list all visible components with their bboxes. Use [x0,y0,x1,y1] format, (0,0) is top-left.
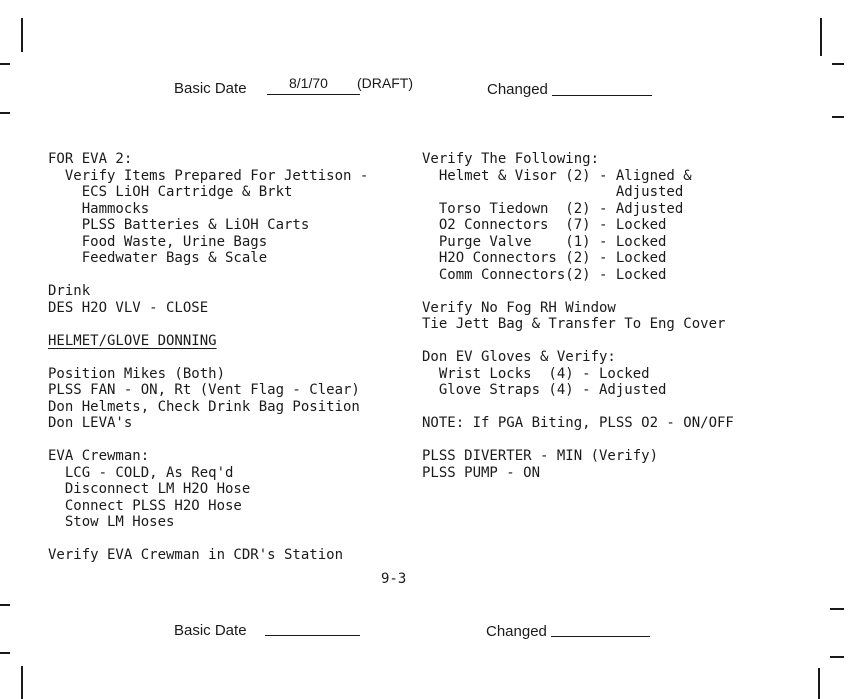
crop-mark-bottom-right-vertical [818,668,820,699]
left-column-line: Verify Items Prepared For Jettison - [48,167,369,184]
left-column-line: PLSS FAN - ON, Rt (Vent Flag - Clear) [48,382,360,398]
left-column-line: Verify EVA Crewman in CDR's Station [48,547,344,563]
header-changed-field [552,76,652,96]
header-basic-date-field [267,75,360,95]
left-column-line: PLSS Batteries & LiOH Carts [48,217,310,233]
crop-mark-right-tick-3 [830,608,844,610]
right-column-line: Verify The Following: [422,151,600,167]
left-column-line [48,531,368,548]
header-changed-label: Changed [487,81,548,98]
crop-mark-left-tick-3 [0,604,10,606]
crop-mark-left-tick-2 [0,112,10,114]
left-column-line [48,432,368,449]
crop-mark-left-tick-4 [0,652,10,654]
crop-mark-left-tick-1 [0,63,10,65]
page-number: 9-3 [381,571,407,587]
footer-basic-date-field [265,618,360,636]
left-column-line: Position Mikes (Both) [48,365,226,382]
left-column-line: ECS LiOH Cartridge & Brkt [48,184,293,200]
right-column-line: Verify No Fog RH Window [422,299,616,316]
right-column-line [422,283,734,300]
right-column-line: PLSS PUMP - ON [422,464,541,481]
left-column-line: Don Helmets, Check Drink Bag Position [48,398,360,415]
section-heading-helmet-glove-donning: HELMET/GLOVE DONNING [48,332,217,349]
left-column-line [48,267,368,284]
left-column-line: Connect PLSS H2O Hose [48,497,242,514]
left-column-line: Feedwater Bags & Scale [48,250,268,266]
right-column-line: O2 Connectors (7) - Locked [422,217,667,233]
right-column-line: Don EV Gloves & Verify: [422,349,616,365]
left-column-line: Drink [48,283,91,299]
right-column-line: Glove Straps (4) - Adjusted [422,382,667,398]
right-column-line: Comm Connectors(2) - Locked [422,266,667,283]
right-column-line: Helmet & Visor (2) - Aligned & [422,167,692,184]
left-column-line: FOR EVA 2: [48,151,133,167]
footer-changed-field [551,619,650,637]
right-column-line: H2O Connectors (2) - Locked [422,250,667,266]
left-column-line: Food Waste, Urine Bags [48,233,268,250]
header-basic-date-label: Basic Date [174,80,247,97]
left-column-line: DES H2O VLV - CLOSE [48,299,209,316]
right-column-line: Adjusted [422,184,684,200]
right-column-line: NOTE: If PGA Biting, PLSS O2 - ON/OFF [422,415,734,431]
right-column-line: Purge Valve (1) - Locked [422,233,667,250]
left-column-line: LCG - COLD, As Req'd [48,464,234,481]
right-column-line: Tie Jett Bag & Transfer To Eng Cover [422,316,726,332]
left-column-line [48,316,368,333]
left-column-line: EVA Crewman: [48,448,150,464]
right-column-line [422,333,734,350]
crop-mark-right-tick-1 [832,63,844,65]
left-column-line [48,349,368,366]
left-column-line: Disconnect LM H2O Hose [48,481,251,497]
crop-mark-top-right-vertical [820,18,822,56]
header-basic-date-value: 8/1/70 [289,75,328,91]
right-column-line: Torso Tiedown (2) - Adjusted [422,200,684,217]
footer-changed-label: Changed [486,623,547,640]
crop-mark-right-tick-4 [830,656,844,658]
right-column-line [422,399,734,416]
header-draft-note: (DRAFT) [357,75,413,91]
crop-mark-right-tick-2 [832,116,844,118]
right-column [422,151,734,481]
right-column-line: PLSS DIVERTER - MIN (Verify) [422,448,659,464]
left-column-line: Hammocks [48,200,150,217]
footer-basic-date-label: Basic Date [174,622,247,639]
right-column-line [422,432,734,449]
left-column-line: Stow LM Hoses [48,514,175,530]
right-column-line: Wrist Locks (4) - Locked [422,365,650,382]
crop-mark-top-left-vertical [21,18,23,52]
left-column [48,151,368,564]
crop-mark-bottom-left-vertical [21,666,23,699]
left-column-line: Don LEVA's [48,415,133,431]
